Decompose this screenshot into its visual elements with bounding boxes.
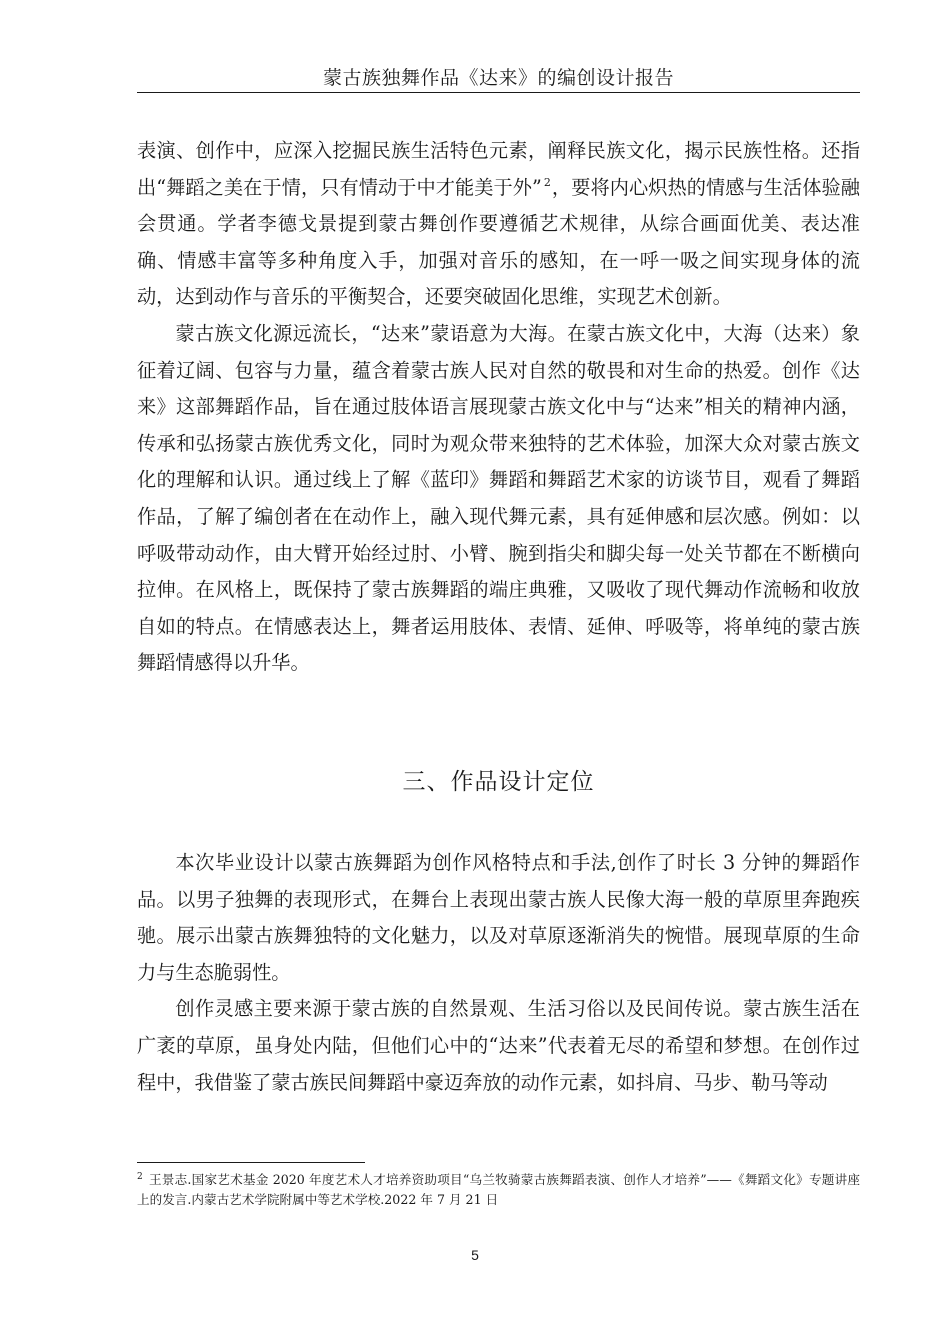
running-header: 蒙古族独舞作品《达来》的编创设计报告 [322, 67, 674, 89]
section-heading: 三、作品设计定位 [402, 769, 595, 795]
footnote-separator [137, 1162, 365, 1163]
footnote [137, 1170, 860, 1210]
body-text-bottom [137, 845, 860, 1101]
paragraph-text: 表演、创作中，应深入挖掘民族生活特色元素，阐释民族文化，揭示民族性格。还指出“舞蹈之美在于情，只有情动于中才能美于外” [137, 139, 860, 199]
footnote-reference[interactable]: 2 [543, 175, 551, 189]
footnote-text: 王景志.国家艺术基金 2020 年度艺术人才培养资助项目“乌兰牧骑蒙古族舞蹈表演、创作人才培养”——《舞蹈文化》专题讲座上的发言.内蒙古艺术学院附属中等艺术学校.2022 年 7 月 21 日 [137, 1172, 860, 1207]
paragraph-continued [137, 133, 860, 316]
paragraph-text: ，要将内心炽热的情感与生活体验融会贯通。学者李德戈景提到蒙古舞创作要遵循艺术规律，从综合画面优美、表达准确、情感丰富等多种角度入手，加强对音乐的感知，在一呼一吸之间实现身体的流动，达到动作与音乐的平衡契合，还要突破固化思维，实现艺术创新。 [137, 175, 860, 309]
body-text-top [137, 133, 860, 682]
paragraph: 创作灵感主要来源于蒙古族的自然景观、生活习俗以及民间传说。蒙古族生活在广袤的草原，虽身处内陆，但他们心中的“达来”代表着无尽的希望和梦想。在创作过程中，我借鉴了蒙古族民间舞蹈中豪迈奔放的动作元素，如抖肩、马步、勒马等动 [137, 997, 860, 1094]
paragraph: 蒙古族文化源远流长，“达来”蒙语意为大海。在蒙古族文化中，大海（达来）象征着辽阔、包容与力量，蕴含着蒙古族人民对自然的敬畏和对生命的热爱。创作《达来》这部舞蹈作品，旨在通过肢体语言展现蒙古族文化中与“达来”相关的精神内涵，传承和弘扬蒙古族优秀文化，同时为观众带来独特的艺术体验，加深大众对蒙古族文化的理解和认识。通过线上了解《蓝印》舞蹈和舞蹈艺术家的访谈节目，观看了舞蹈作品，了解了编创者在在动作上，融入现代舞元素，具有延伸感和层次感。例如：以呼吸带动动作，由大臂开始经过肘、小臂、腕到指尖和脚尖每一处关节都在不断横向拉伸。在风格上，既保持了蒙古族舞蹈的端庄典雅，又吸收了现代舞动作流畅和收放自如的特点。在情感表达上，舞者运用肢体、表情、延伸、呼吸等，将单纯的蒙古族舞蹈情感得以升华。 [137, 321, 860, 675]
footnote-marker: 2 [137, 1172, 143, 1182]
paragraph: 本次毕业设计以蒙古族舞蹈为创作风格特点和手法,创作了时长 3 分钟的舞蹈作品。以男子独舞的表现形式，在舞台上表现出蒙古族人民像大海一般的草原里奔跑疾驰。展示出蒙古族舞独特的文化魅力，以及对草原逐渐消失的惋惜。展现草原的生命力与生态脆弱性。 [137, 851, 860, 984]
header-rule [137, 92, 860, 93]
page-number: 5 [471, 1247, 479, 1263]
